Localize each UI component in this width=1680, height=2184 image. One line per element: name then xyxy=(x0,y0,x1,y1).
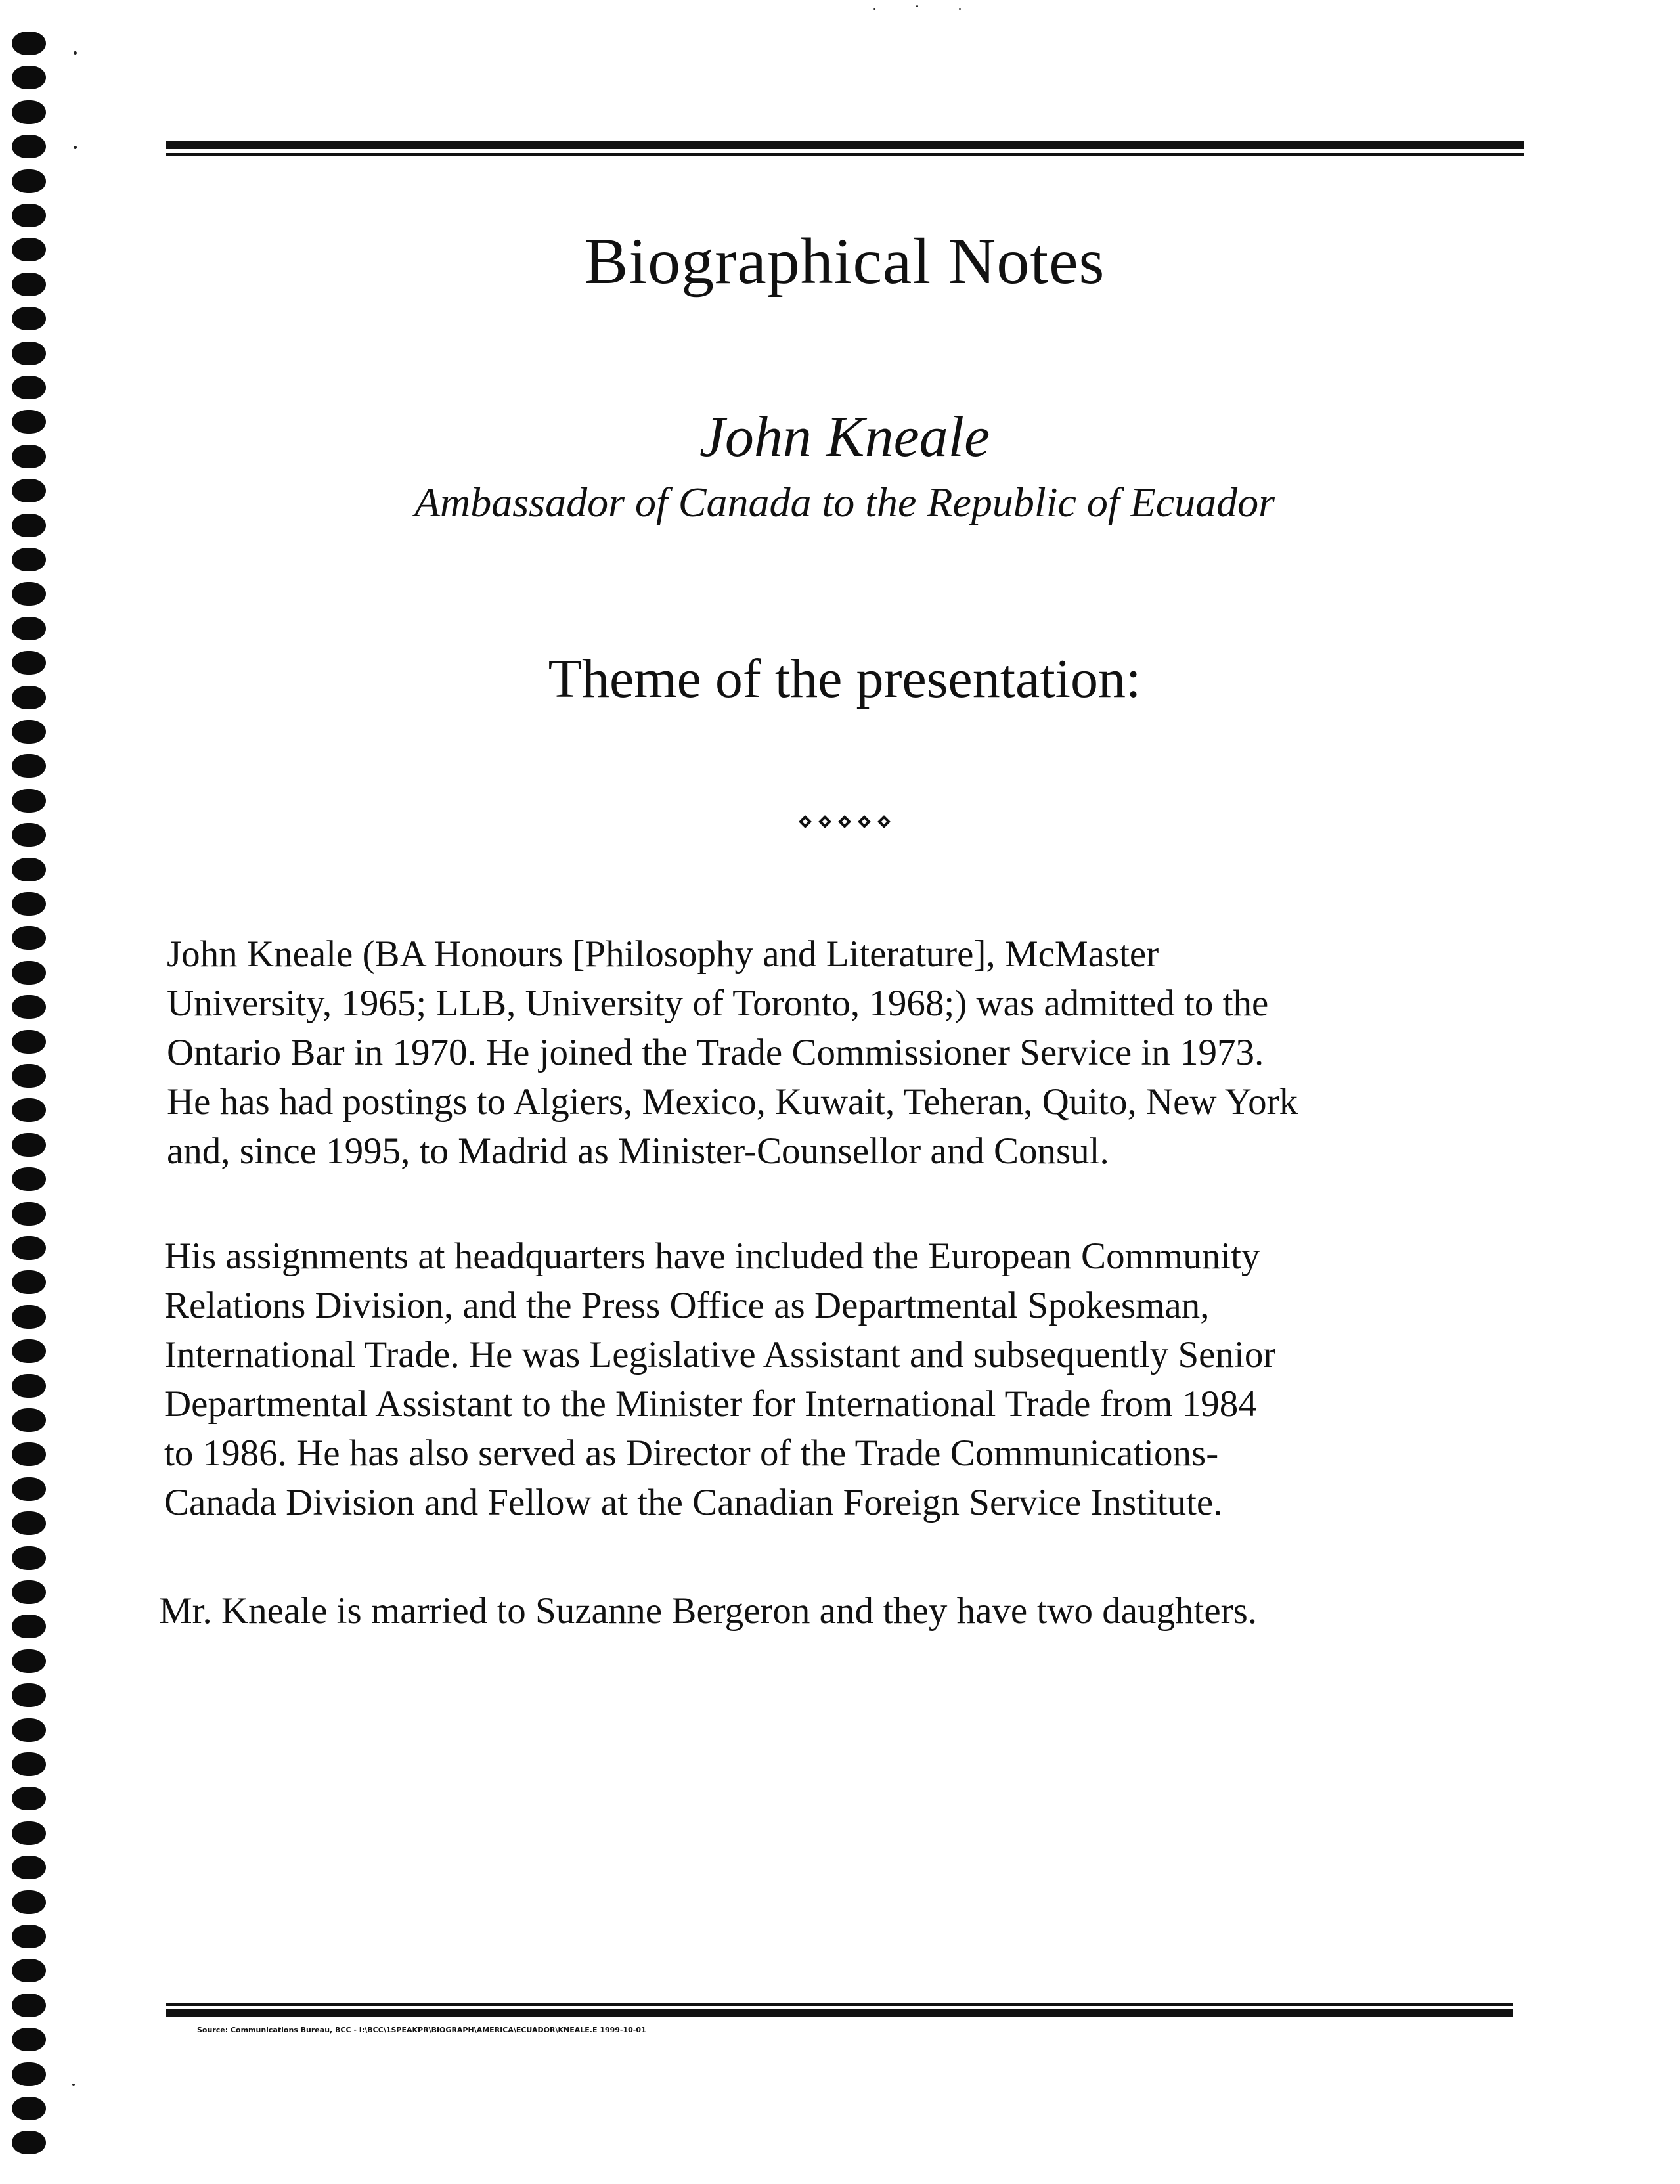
binding-hole xyxy=(12,892,46,916)
paragraph-line: University, 1965; LLB, University of Toronto, 1968;) was admitted to the xyxy=(167,983,1269,1024)
paragraph-line: International Trade. He was Legislative Assistant and subsequently Senior xyxy=(164,1334,1276,1375)
binding-hole xyxy=(12,686,46,709)
binding-hole xyxy=(12,204,46,227)
binding-hole xyxy=(12,789,46,813)
binding-hole xyxy=(12,754,46,778)
diamond-icon xyxy=(875,813,893,831)
binding-hole xyxy=(12,2028,46,2051)
diamond-icon xyxy=(816,813,834,831)
scan-speck xyxy=(873,8,875,10)
bio-paragraph-education xyxy=(167,929,1539,1176)
binding-hole xyxy=(12,100,46,124)
diamond-icon xyxy=(796,813,814,831)
binding-hole xyxy=(12,1787,46,1810)
binding-hole xyxy=(12,926,46,950)
binding-hole xyxy=(12,1030,46,1054)
binding-hole xyxy=(12,1890,46,1914)
binding-hole xyxy=(12,1511,46,1535)
paragraph-line: Relations Division, and the Press Office as Departmental Spokesman, xyxy=(164,1285,1210,1326)
speaker-name: John Kneale xyxy=(699,405,990,469)
scan-speck xyxy=(916,5,918,7)
scan-speck xyxy=(74,146,77,149)
binding-hole xyxy=(12,2131,46,2154)
binding-hole xyxy=(12,479,46,502)
binding-hole xyxy=(12,1167,46,1191)
bio-paragraph-family xyxy=(159,1586,1532,1636)
paragraph-line: He has had postings to Algiers, Mexico, Kuwait, Teheran, Quito, New York xyxy=(167,1081,1298,1123)
footer-rule-thick xyxy=(166,2009,1513,2017)
binding-hole xyxy=(12,1959,46,1982)
header-rule-thick xyxy=(166,141,1524,149)
binding-hole xyxy=(12,720,46,744)
binding-hole xyxy=(12,445,46,468)
binding-hole xyxy=(12,1649,46,1673)
paragraph-line: Ontario Bar in 1970. He joined the Trade Commissioner Service in 1973. xyxy=(167,1032,1264,1073)
binding-hole xyxy=(12,1202,46,1226)
speaker-role: Ambassador of Canada to the Republic of Ecuador xyxy=(414,479,1275,525)
paragraph-line: Departmental Assistant to the Minister for International Trade from 1984 xyxy=(164,1383,1257,1425)
binding-hole xyxy=(12,1718,46,1742)
binding-hole xyxy=(12,1683,46,1707)
scan-speck xyxy=(959,8,961,10)
diamond-icon xyxy=(835,813,854,831)
bio-paragraph-assignments xyxy=(164,1232,1537,1527)
page-title: Biographical Notes xyxy=(584,225,1105,298)
footer-source-citation: Source: Communications Bureau, BCC - I:\BCC\1SPEAKPR\BIOGRAPH\AMERICA\ECUADOR\KNEALE.E 1999-10-01 xyxy=(197,2026,646,2034)
binding-hole xyxy=(12,169,46,193)
scan-speck xyxy=(72,2084,75,2086)
footer-rule-thin xyxy=(166,2003,1513,2006)
binding-hole xyxy=(12,1856,46,1879)
paragraph-line: Mr. Kneale is married to Suzanne Bergeron and they have two daughters. xyxy=(159,1590,1258,1632)
binding-hole xyxy=(12,1442,46,1466)
binding-hole xyxy=(12,858,46,881)
binding-hole xyxy=(12,1374,46,1398)
binding-hole xyxy=(12,617,46,640)
paragraph-line: to 1986. He has also served as Director of the Trade Communications- xyxy=(164,1433,1219,1474)
binding-hole xyxy=(12,410,46,434)
binding-hole xyxy=(12,1098,46,1122)
binding-hole xyxy=(12,342,46,365)
binding-hole xyxy=(12,2062,46,2086)
binding-hole xyxy=(12,961,46,985)
binding-hole xyxy=(12,66,46,89)
binding-hole xyxy=(12,135,46,158)
binding-hole xyxy=(12,995,46,1019)
presentation-theme-heading: Theme of the presentation: xyxy=(548,648,1141,709)
binding-hole xyxy=(12,273,46,296)
paragraph-line: Canada Division and Fellow at the Canadian Foreign Service Institute. xyxy=(164,1482,1223,1523)
binding-hole xyxy=(12,1477,46,1501)
binding-hole xyxy=(12,1133,46,1157)
binding-hole xyxy=(12,238,46,261)
binding-hole xyxy=(12,1994,46,2017)
binding-hole xyxy=(12,1305,46,1329)
paragraph-line: and, since 1995, to Madrid as Minister-Counsellor and Consul. xyxy=(167,1130,1109,1172)
binding-hole xyxy=(12,376,46,399)
binding-hole xyxy=(12,582,46,606)
binding-hole xyxy=(12,1408,46,1432)
paragraph-line: His assignments at headquarters have included the European Community xyxy=(164,1236,1260,1277)
binding-hole xyxy=(12,307,46,330)
header-rule xyxy=(166,141,1524,156)
binding-hole xyxy=(12,1580,46,1604)
binding-hole xyxy=(12,1925,46,1948)
binding-hole xyxy=(12,1615,46,1638)
scan-speck xyxy=(74,51,77,55)
binding-hole xyxy=(12,1752,46,1776)
binding-hole xyxy=(12,651,46,675)
binding-hole xyxy=(12,1821,46,1845)
paragraph-line: John Kneale (BA Honours [Philosophy and Literature], McMaster xyxy=(167,933,1159,975)
binding-hole xyxy=(12,1064,46,1088)
binding-hole xyxy=(12,514,46,537)
diamond-ornament-icon xyxy=(166,807,1524,837)
binding-hole xyxy=(12,1270,46,1294)
binding-hole xyxy=(12,823,46,847)
binding-hole xyxy=(12,1546,46,1570)
footer-rule xyxy=(166,2003,1513,2017)
binding-hole xyxy=(12,1339,46,1363)
binding-hole xyxy=(12,1236,46,1260)
binding-hole xyxy=(12,2097,46,2120)
binding-hole xyxy=(12,548,46,571)
binding-hole xyxy=(12,32,46,55)
binding-holes xyxy=(12,32,49,2173)
diamond-icon xyxy=(855,813,873,831)
header-rule-thin xyxy=(166,153,1524,156)
